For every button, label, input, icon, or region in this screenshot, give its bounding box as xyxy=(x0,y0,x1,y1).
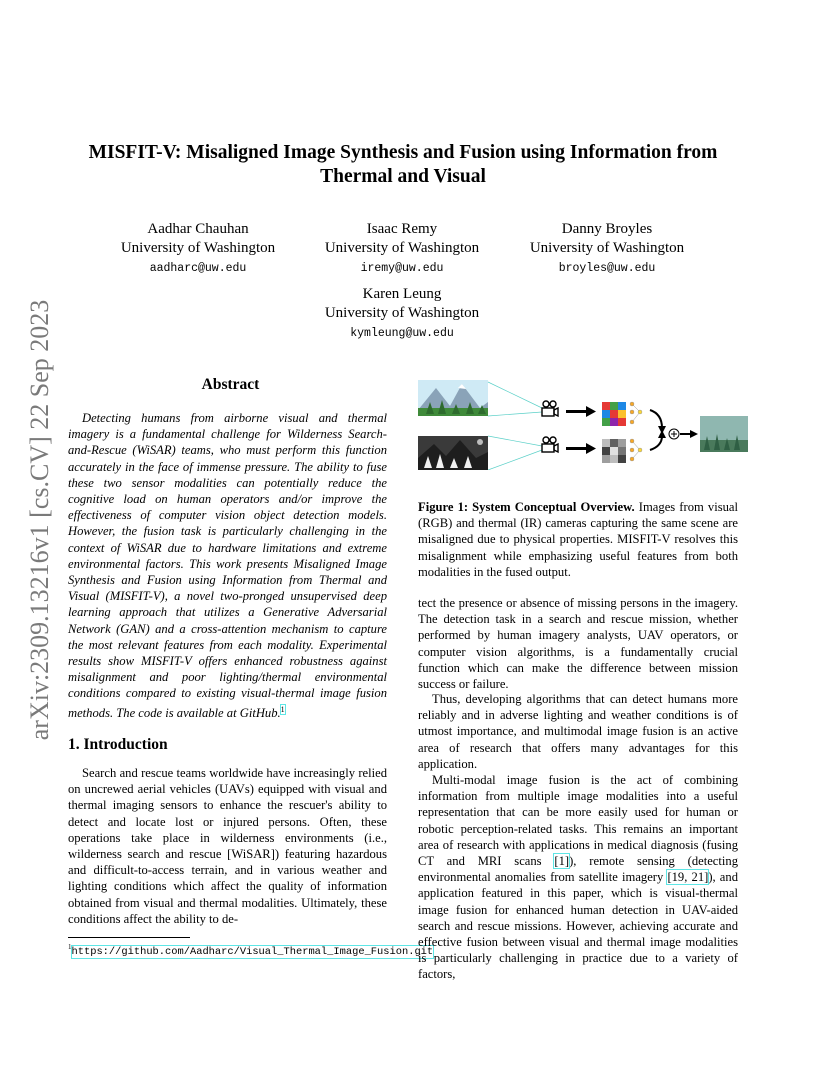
footnote-marker[interactable]: 1 xyxy=(280,704,285,714)
citation-link[interactable]: [19, 21] xyxy=(667,870,709,885)
fusion-plus-icon xyxy=(669,429,679,439)
body-paragraph xyxy=(418,772,738,983)
abstract-heading: Abstract xyxy=(201,376,260,393)
network-icon xyxy=(630,402,642,461)
author-email: aadharc@uw.edu xyxy=(149,262,247,275)
abstract-text: Detecting humans from airborne visual and thermal imagery is a fundamental challenge for Wilderness Search-and-Rescue (WiSAR) teams, who must perform this function accurately in the face of immense pressure. The ability to fuse these two sensor modalities can potentially reduce the cognitive load on human operators and/or improve the effectiveness of computer vision object detection models. However, the fusion task is particularly challenging in the context of WiSAR due to hardware limitations and extreme environmental factors. This work presents Misaligned Image Synthesis and Fusion using Information from Thermal and Visual (MISFIT-V), a novel two-pronged unsupervised deep learning approach that utilizes a Generative Adversarial Network (GAN) and a cross-attention mechanism to capture the most relevant features from each modality. Experimental results show MISFIT-V offers enhanced robustness against misalignment and poor lighting/thermal environmental conditions compared to existing visual-thermal image fusion methods. The code is available at GitHub. xyxy=(68,411,387,720)
author-block xyxy=(302,285,502,345)
author-email: broyles@uw.edu xyxy=(558,262,656,275)
thermal-feature-grid xyxy=(602,439,626,463)
paper-title xyxy=(60,141,746,189)
title-line-2: Thermal and Visual xyxy=(320,166,486,187)
fused-output-image xyxy=(700,416,748,452)
author-name: Karen Leung xyxy=(362,286,442,302)
arrow-icon xyxy=(566,406,596,454)
figure-1-diagram xyxy=(418,378,750,470)
introduction-heading: 1. Introduction xyxy=(68,736,168,753)
paragraph-text: ), remote sensing (detecting environmental anomalies from satellite imagery xyxy=(418,854,738,885)
author-name: Aadhar Chauhan xyxy=(147,221,249,237)
camera-icon xyxy=(542,437,558,452)
title-line-1: MISFIT-V: Misaligned Image Synthesis and Fusion using Information from xyxy=(88,142,718,163)
figure-1-caption xyxy=(418,499,738,580)
author-block xyxy=(507,220,707,280)
rgb-input-image xyxy=(418,380,488,416)
paragraph-text: Multi-modal image fusion is the act of combining information from multiple image modalities into a useful representation that can be more easily used for human or robotic perception-related tasks. This remains an important area of research with applications in medical diagnosis (fusing CT and MRI scans xyxy=(418,773,738,869)
author-email: kymleung@uw.edu xyxy=(350,327,454,340)
footnote-number: 1 xyxy=(68,943,72,951)
intro-paragraph: Search and rescue teams worldwide have increasingly relied on uncrewed aerial vehicles (UAVs) equipped with visual and thermal imaging sensors to enhance the rescuer's ability to detect and locate lost or injured persons. Often, these operations take place in wilderness environments (i.e., wilderness search and rescue [WiSAR]) featuring hazardous and difficult-to-access terrain, and in various weather and lighting conditions which affect the quality of information obtained from visual and thermal modalities. Ultimately, these conditions affect the ability to de- xyxy=(68,766,387,926)
arxiv-identifier: arXiv:2309.13216v1 [cs.CV] 22 Sep 2023 xyxy=(25,299,54,741)
author-affiliation: University of Washington xyxy=(324,240,480,256)
arxiv-sidebar xyxy=(20,270,60,770)
camera-icon xyxy=(542,401,558,416)
body-paragraph: tect the presence or absence of missing persons in the imagery. The detection task in a search and rescue mission, whether performed by human imagery analysts, UAV operators, or computer vision algorithms, is a fundamentally crucial function which can make the difference between mission success or failure. xyxy=(418,596,738,692)
footnote-rule xyxy=(68,937,190,938)
abstract-body xyxy=(68,410,387,721)
paragraph-text: ), and application featured in this paper, which is visual-thermal image fusion for enhanced human detection in UAV-aided search and rescue missions. However, achieving accurate and effective fusion between visual and thermal image modalities is particularly challenging in practice due to a variety of factors, xyxy=(418,870,738,982)
citation-link[interactable]: [1] xyxy=(554,854,570,869)
thermal-input-image xyxy=(418,436,488,470)
author-name: Danny Broyles xyxy=(561,221,653,237)
figure-caption-label: Figure 1: System Conceptual Overview. xyxy=(418,500,635,514)
footnote xyxy=(68,940,434,960)
github-link[interactable]: https://github.com/Aadharc/Visual_Thermal_Image_Fusion.git xyxy=(71,945,434,958)
rgb-feature-grid xyxy=(602,402,626,426)
projection-lines xyxy=(488,382,542,470)
author-block xyxy=(302,220,502,280)
figure-caption-text: Images from visual (RGB) and thermal (IR) cameras capturing the same scene are misaligned due to physical properties. MISFIT-V resolves this misalignment while emphasizing useful features from both modalities in the fused output. xyxy=(418,500,738,579)
author-block xyxy=(98,220,298,280)
author-name: Isaac Remy xyxy=(366,221,438,237)
author-email: iremy@uw.edu xyxy=(360,262,444,275)
body-paragraph: Thus, developing algorithms that can detect humans more reliably and in adverse lighting and weather conditions is of utmost importance, and multimodal image fusion is an active area of research that offers many advantages for this application. xyxy=(418,692,738,771)
author-affiliation: University of Washington xyxy=(324,305,480,321)
author-affiliation: University of Washington xyxy=(529,240,685,256)
author-affiliation: University of Washington xyxy=(120,240,276,256)
